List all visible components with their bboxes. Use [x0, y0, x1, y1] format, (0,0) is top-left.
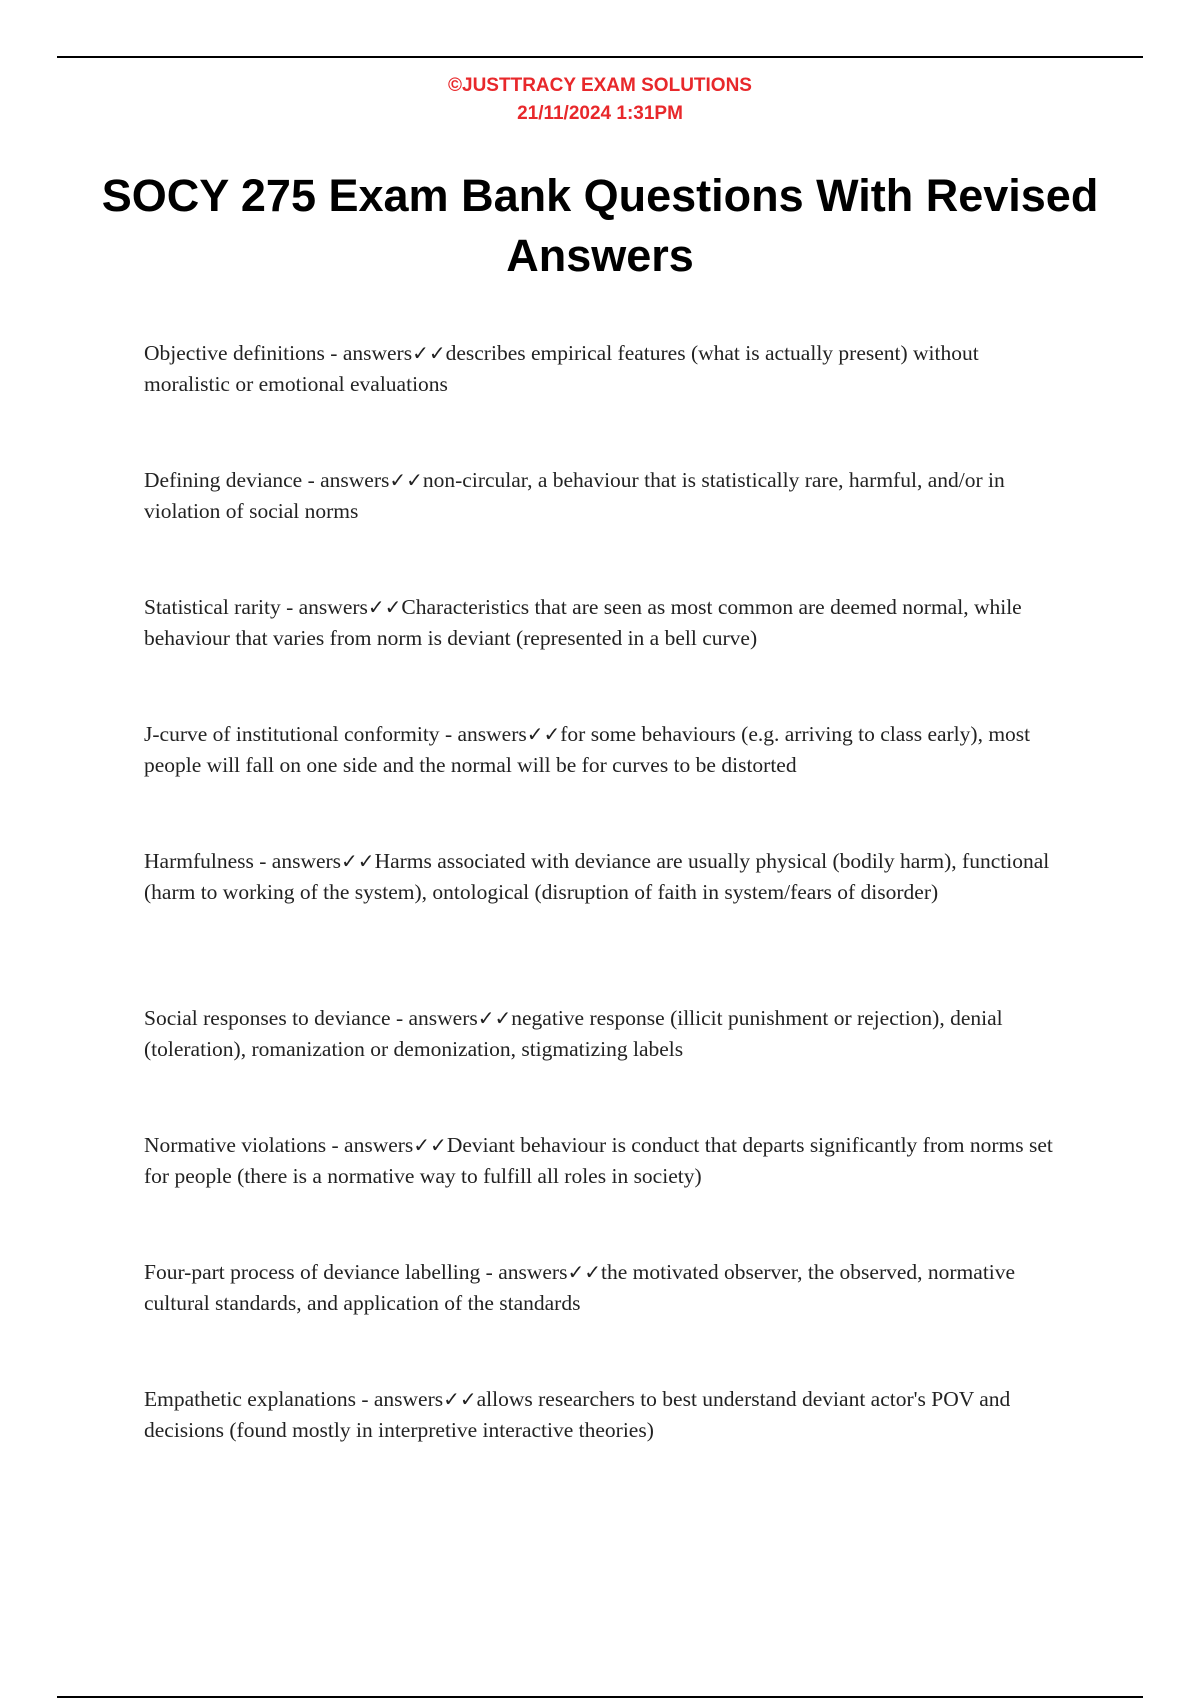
timestamp: 21/11/2024 1:31PM [517, 103, 683, 124]
answer-prefix: - answers [439, 722, 527, 746]
answer-text: Harms associated with deviance are usually physical (bodily harm), functional (harm to working of the system), ontological (disruption of faith in system/fears of disorder) [144, 849, 1050, 904]
qa-list [144, 338, 1064, 1511]
term: J-curve of institutional conformity [144, 722, 440, 746]
answer-text: Characteristics that are seen as most common are deemed normal, while behaviour that varies from norm is deviant (represented in a bell curve) [144, 595, 1022, 650]
top-rule [57, 56, 1143, 58]
qa-item [144, 1384, 1064, 1511]
term: Normative violations [144, 1133, 327, 1157]
qa-item [144, 1003, 1064, 1130]
document-title: SOCY 275 Exam Bank Questions With Revised Answers [101, 170, 1099, 281]
term: Social responses to deviance [144, 1006, 391, 1030]
qa-item [144, 338, 1064, 465]
qa-item [144, 1257, 1064, 1384]
answer-prefix: - answers [302, 468, 390, 492]
qa-item [144, 719, 1064, 846]
answer-prefix: - answers [326, 1133, 414, 1157]
qa-item [144, 592, 1064, 719]
bottom-rule [57, 1696, 1143, 1698]
answer-prefix: - answers [280, 595, 368, 619]
qa-item [144, 846, 1064, 1003]
qa-item [144, 1130, 1064, 1257]
answer-prefix: - answers [355, 1387, 444, 1411]
double-check-icon: ✓✓ [526, 722, 561, 746]
answer-text: negative response (illicit punishment or rejection), denial (toleration), romanization or demonization, stigmatizing labels [144, 1006, 1003, 1061]
double-check-icon: ✓✓ [567, 1260, 601, 1284]
answer-text: Deviant behaviour is conduct that departs significantly from norms set for people (there is a normative way to fulfill all roles in society) [144, 1133, 1053, 1188]
double-check-icon: ✓✓ [413, 1133, 447, 1157]
answer-prefix: - answers [480, 1260, 568, 1284]
term: Harmfulness [144, 849, 254, 873]
answer-text: non-circular, a behaviour that is statistically rare, harmful, and/or in violation of social norms [144, 468, 1005, 523]
term: Defining deviance [144, 468, 303, 492]
answer-prefix: - answers [390, 1006, 478, 1030]
term: Statistical rarity [144, 595, 281, 619]
term: Objective definitions [144, 341, 325, 365]
term: Four-part process of deviance labelling [144, 1260, 481, 1284]
answer-text: allows researchers to best understand deviant actor's POV and decisions (found mostly in interpretive interactive theories) [144, 1387, 1011, 1442]
qa-item [144, 465, 1064, 592]
answer-prefix: - answers [253, 849, 342, 873]
double-check-icon: ✓✓ [443, 1387, 477, 1411]
answer-text: describes empirical features (what is actually present) without moralistic or emotional evaluations [144, 341, 979, 396]
term: Empathetic explanations [144, 1387, 356, 1411]
source-label: ©JUSTTRACY EXAM SOLUTIONS [448, 75, 752, 96]
double-check-icon: ✓✓ [367, 595, 402, 619]
double-check-icon: ✓✓ [341, 849, 375, 873]
answer-prefix: - answers [324, 341, 413, 365]
watermark-header [0, 72, 1200, 128]
double-check-icon: ✓✓ [477, 1006, 512, 1030]
double-check-icon: ✓✓ [389, 468, 423, 492]
answer-text: for some behaviours (e.g. arriving to class early), most people will fall on one side and the normal will be for curves to be distorted [144, 722, 1031, 777]
double-check-icon: ✓✓ [412, 341, 446, 365]
answer-text: the motivated observer, the observed, normative cultural standards, and application of the standards [144, 1260, 1016, 1315]
